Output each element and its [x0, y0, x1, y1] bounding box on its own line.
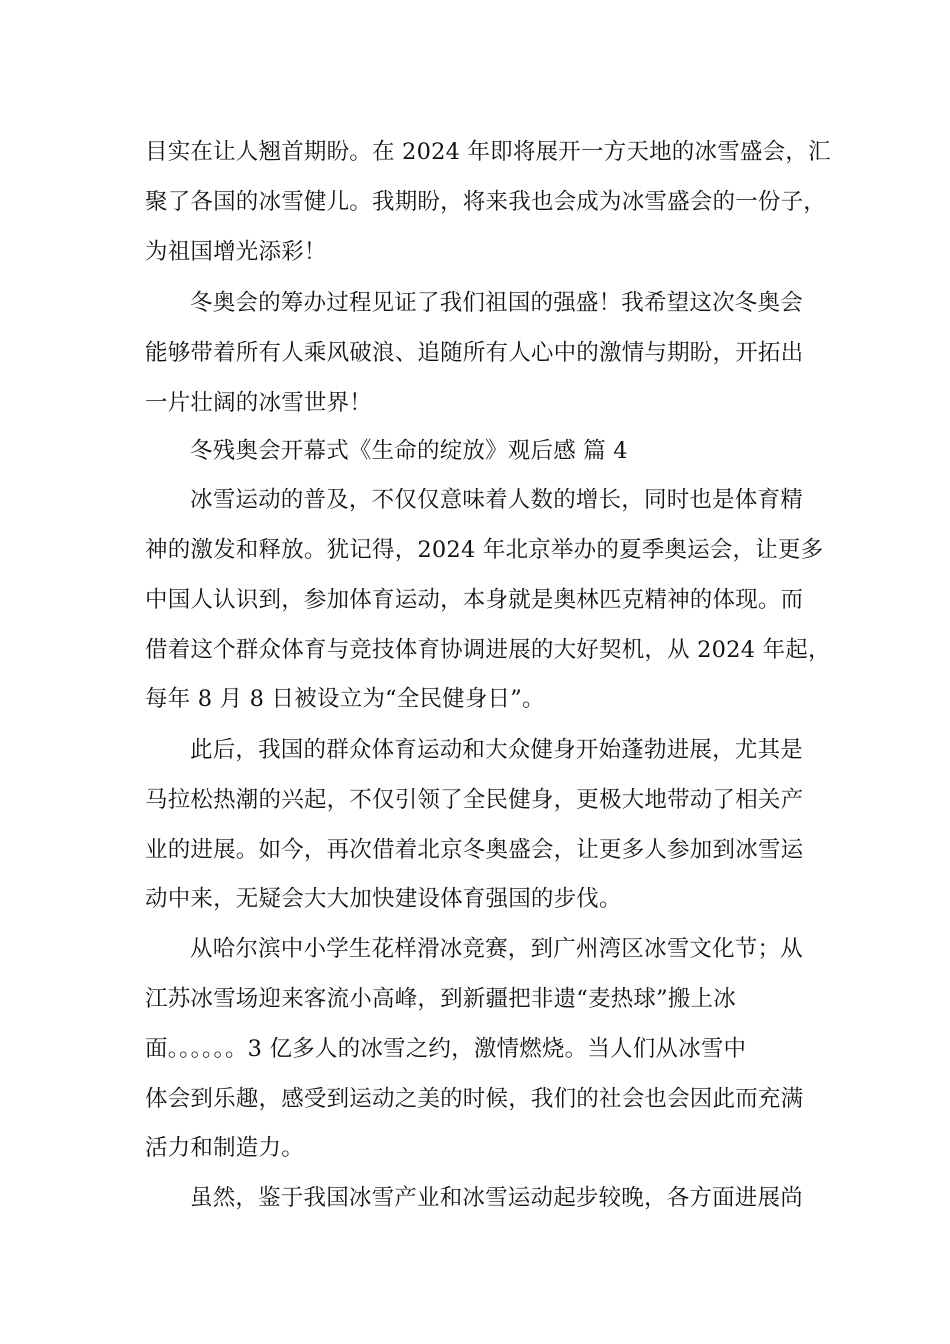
text-line: 活力和制造力。	[145, 1135, 304, 1161]
text-line: 业的进展。如今，再次借着北京冬奥盛会，让更多人参加到冰雪运	[145, 837, 804, 863]
text-line: 江苏冰雪场迎来客流小高峰，到新疆把非遗“麦热球”搬上冰	[145, 986, 736, 1012]
text-line: 能够带着所有人乘风破浪、追随所有人心中的激情与期盼，开拓出	[145, 340, 804, 366]
text-line: 动中来，无疑会大大加快建设体育强国的步伐。	[145, 886, 622, 912]
text-line: 马拉松热潮的兴起，不仅引领了全民健身，更极大地带动了相关产	[145, 787, 804, 813]
text-line: 借着这个群众体育与竞技体育协调进展的大好契机，从 2024 年起，	[145, 637, 831, 663]
text-line: 体会到乐趣，感受到运动之美的时候，我们的社会也会因此而充满	[145, 1086, 804, 1112]
text-line: 目实在让人翘首期盼。在 2024 年即将展开一方天地的冰雪盛会，汇	[145, 139, 831, 165]
text-line: 面。。。。。。3 亿多人的冰雪之约，激情燃烧。当人们从冰雪中	[145, 1036, 747, 1062]
section-heading: 冬残奥会开幕式《生命的绽放》观后感 篇 4	[190, 438, 628, 464]
text-line: 一片壮阔的冰雪世界！	[145, 390, 373, 416]
text-line: 神的激发和释放。犹记得，2024 年北京举办的夏季奥运会，让更多	[145, 537, 824, 563]
text-line: 此后，我国的群众体育运动和大众健身开始蓬勃进展，尤其是	[190, 737, 803, 763]
text-line: 冬奥会的筹办过程见证了我们祖国的强盛！我希望这次冬奥会	[190, 290, 803, 316]
text-line: 从哈尔滨中小学生花样滑冰竞赛，到广州湾区冰雪文化节；从	[190, 936, 803, 962]
text-line: 中国人认识到，参加体育运动，本身就是奥林匹克精神的体现。而	[145, 587, 804, 613]
text-line: 虽然，鉴于我国冰雪产业和冰雪运动起步较晚，各方面进展尚	[190, 1185, 803, 1211]
text-line: 聚了各国的冰雪健儿。我期盼，将来我也会成为冰雪盛会的一份子，	[145, 189, 827, 215]
text-line: 每年 8 月 8 日被设立为“全民健身日”。	[145, 686, 545, 712]
text-line: 为祖国增光添彩！	[145, 239, 327, 265]
text-line: 冰雪运动的普及，不仅仅意味着人数的增长，同时也是体育精	[190, 487, 803, 513]
